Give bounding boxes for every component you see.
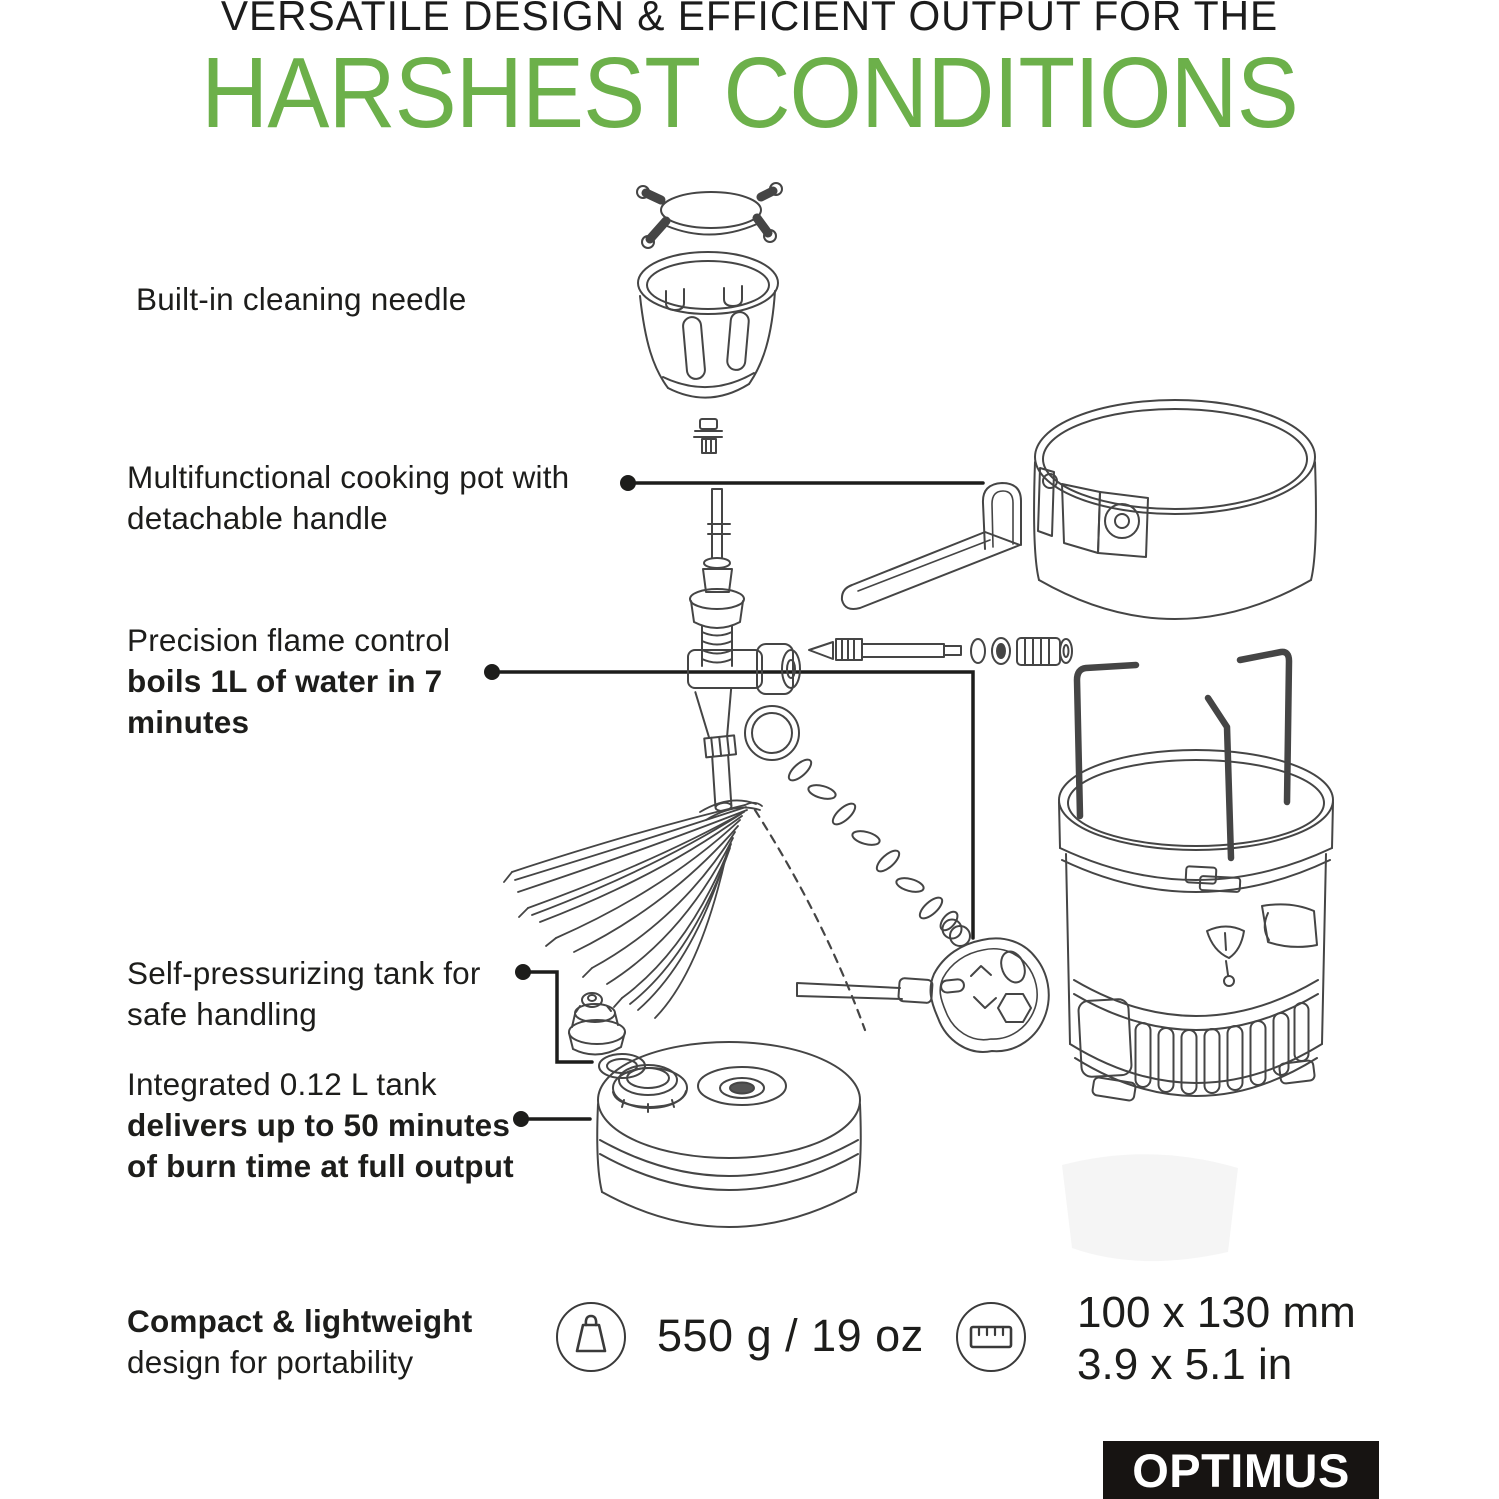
cooking-pot-drawing <box>1034 400 1316 619</box>
chain-drawing <box>745 706 962 939</box>
spanner-key-drawing <box>797 909 1049 1052</box>
label-text: Multifunctional cooking pot with <box>127 459 570 495</box>
label-compact <box>127 1301 472 1383</box>
label-text: detachable handle <box>127 500 388 536</box>
callout-line-flame-control <box>500 672 973 938</box>
label-text: Self-pressurizing tank for <box>127 955 481 991</box>
callout-dot-tank-capacity <box>513 1111 529 1127</box>
spindle-parts-drawing <box>809 638 1072 665</box>
label-text-bold: boils 1L of water in 7 <box>127 663 443 699</box>
label-text-bold: minutes <box>127 704 250 740</box>
callout-dot-tank-safety <box>515 964 531 980</box>
label-text-bold: Compact & lightweight <box>127 1303 473 1339</box>
jet-nipple-drawing <box>694 419 722 453</box>
label-tank-safety <box>127 953 481 1035</box>
callout-dot-flame-control <box>484 664 500 680</box>
title-line1: VERSATILE DESIGN & EFFICIENT OUTPUT FOR THE <box>220 0 1279 39</box>
callout-dot-cooking-pot <box>620 475 636 491</box>
label-text: Built-in cleaning needle <box>136 281 467 317</box>
label-text: design for portability <box>127 1344 414 1380</box>
ghost-part <box>1062 1154 1238 1261</box>
pot-handle-drawing <box>842 483 1021 609</box>
label-text-bold: of burn time at full output <box>127 1148 514 1184</box>
brand-logo-text: OPTIMUS <box>1132 1443 1350 1497</box>
spec-dimensions-metric: 100 x 130 mm <box>1077 1288 1356 1337</box>
fuel-tank-drawing <box>597 1042 861 1227</box>
brand-logo <box>1103 1441 1379 1499</box>
ruler-icon <box>955 1301 1027 1373</box>
spec-dimensions-imperial: 3.9 x 5.1 in <box>1077 1340 1293 1389</box>
pot-support-spider-drawing <box>637 183 782 248</box>
spec-dimensions <box>1077 1287 1356 1391</box>
label-text: safe handling <box>127 996 318 1032</box>
label-flame-control <box>127 620 450 743</box>
label-cleaning-needle <box>136 279 467 320</box>
label-text: Precision flame control <box>127 622 451 658</box>
windscreen-drawing <box>1059 652 1333 1101</box>
weight-icon <box>555 1301 627 1373</box>
valve-spindle-drawing <box>688 489 800 813</box>
spec-weight-value: 550 g / 19 oz <box>657 1310 924 1361</box>
filler-cap-drawing <box>569 993 625 1055</box>
label-text-bold: delivers up to 50 minutes <box>127 1107 511 1143</box>
burner-cup-drawing <box>638 252 778 398</box>
label-tank-capacity <box>127 1064 514 1187</box>
label-cooking-pot <box>127 457 569 539</box>
title-line2: HARSHEST CONDITIONS <box>201 37 1298 149</box>
callout-line-tank-safety <box>531 972 592 1062</box>
label-text: Integrated 0.12 L tank <box>127 1066 437 1102</box>
